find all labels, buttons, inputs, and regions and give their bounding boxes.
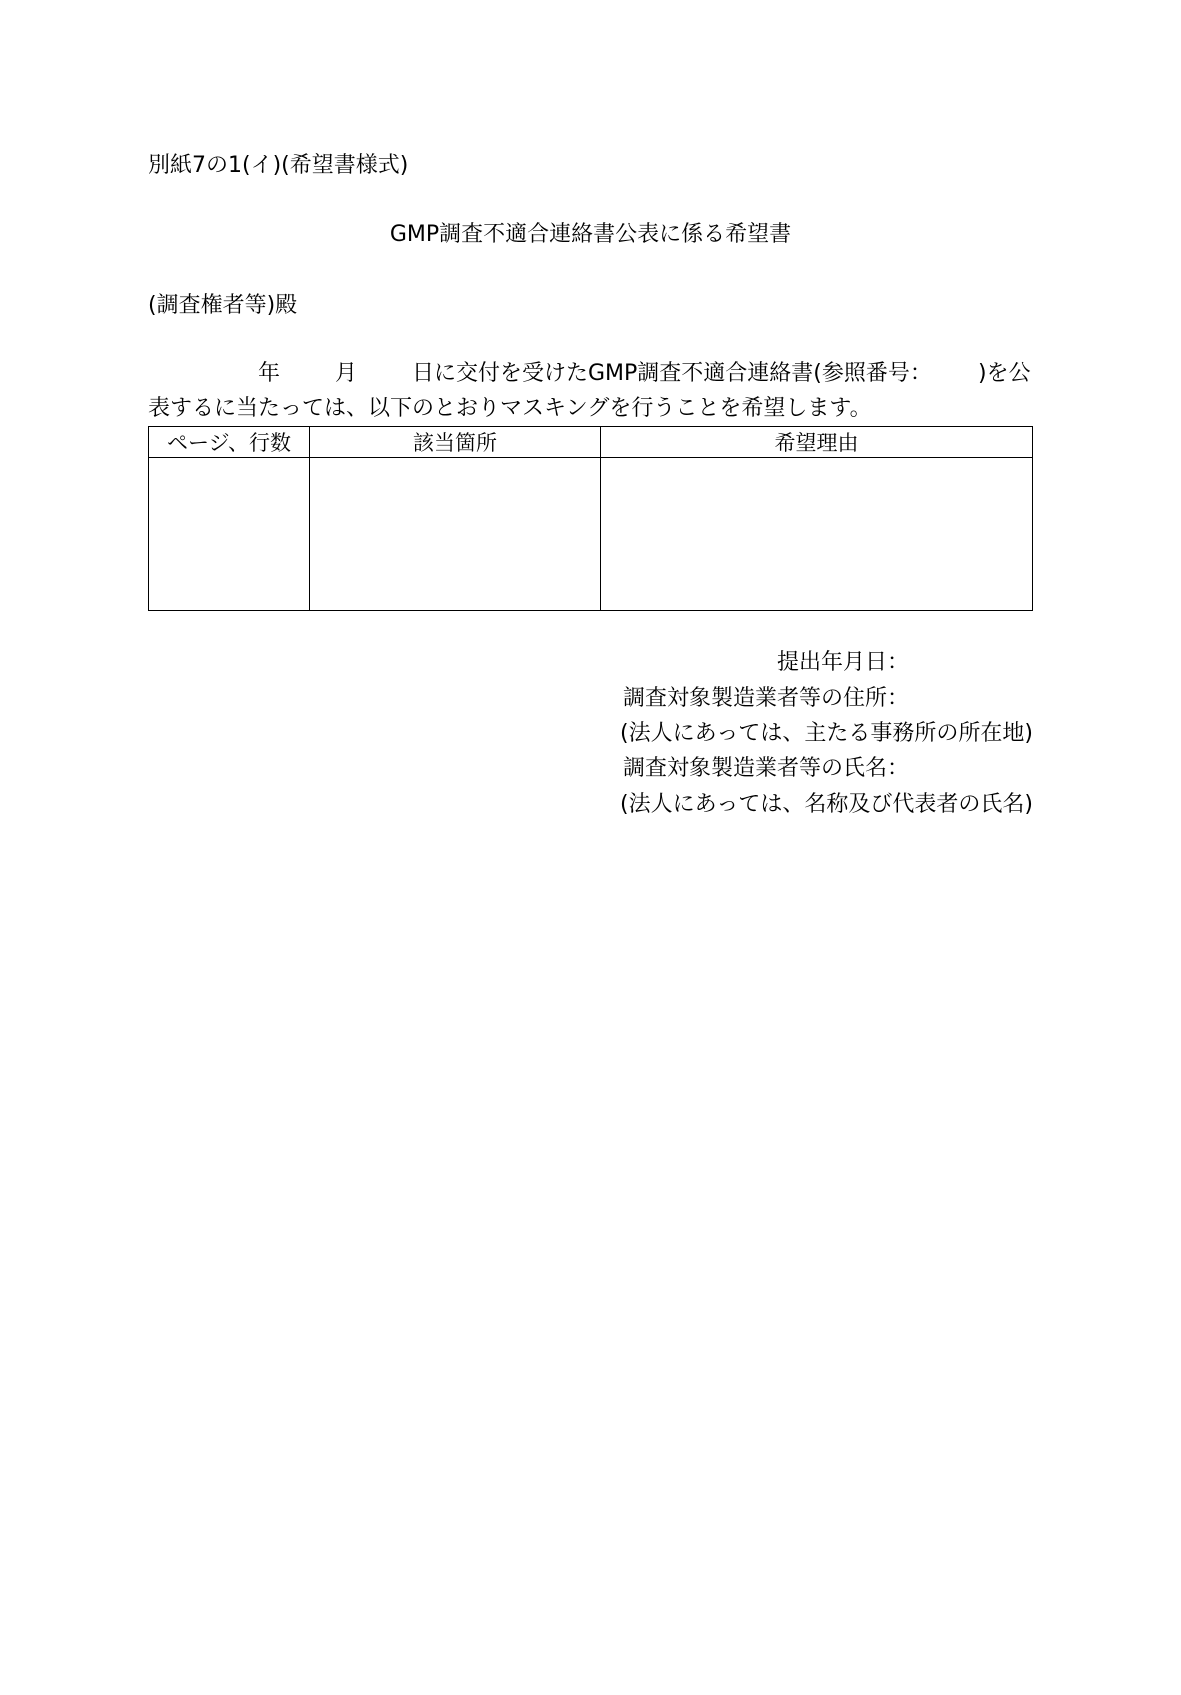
address-label: 調査対象製造業者等の住所： (622, 686, 909, 711)
attachment-label: 別紙7の1(イ)(希望書様式) (148, 153, 409, 178)
header-page-lines: ページ、行数 (149, 427, 310, 458)
submission-date-label: 提出年月日： (776, 650, 909, 675)
name-label: 調査対象製造業者等の氏名： (622, 756, 909, 781)
header-location: 該当箇所 (310, 427, 601, 458)
header-reason: 希望理由 (601, 427, 1033, 458)
masking-table (148, 426, 1033, 611)
month-label: 月 (335, 361, 358, 386)
address-note: (法人にあっては、主たる事務所の所在地) (620, 721, 1033, 746)
table-row (149, 458, 1033, 611)
name-note: (法人にあっては、名称及び代表者の氏名) (620, 792, 1033, 817)
table-header-row (149, 427, 1033, 458)
body-line-2: 表するに当たっては、以下のとおりマスキングを行うことを希望します。 (148, 396, 872, 421)
addressee: (調査権者等)殿 (148, 293, 298, 318)
body-line-1: 日に交付を受けたGMP調査不適合連絡書(参照番号： (412, 361, 932, 386)
cell-location[interactable] (310, 458, 601, 611)
cell-page-lines[interactable] (149, 458, 310, 611)
body-line-1-end: )を公 (978, 361, 1031, 386)
document-title: GMP調査不適合連絡書公表に係る希望書 (389, 222, 792, 247)
year-label: 年 (258, 361, 281, 386)
cell-reason[interactable] (601, 458, 1033, 611)
